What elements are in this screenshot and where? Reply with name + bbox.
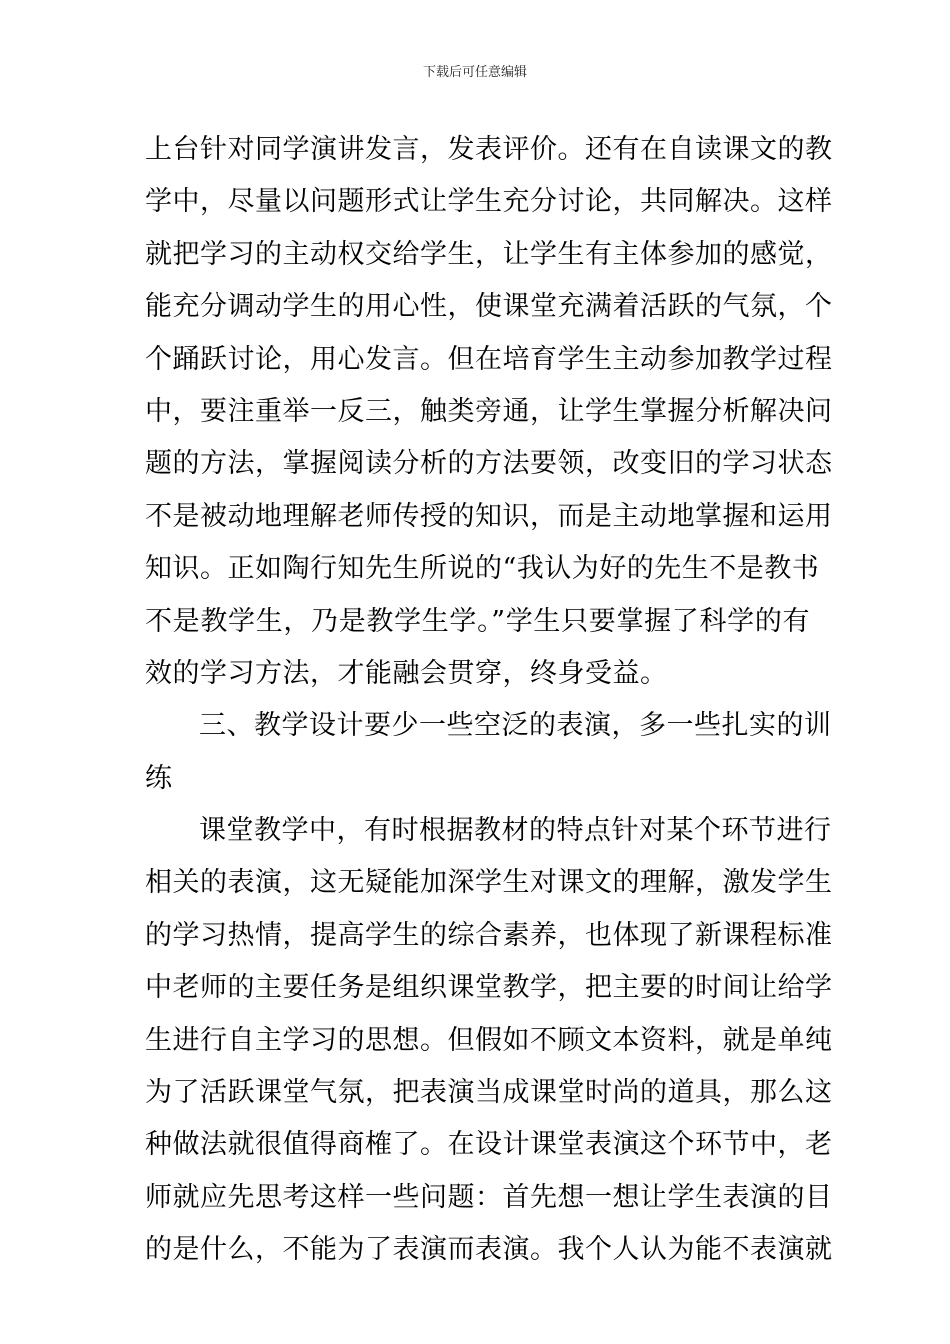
text-line: 能充分调动学生的用心性，使课堂充满着活跃的气氛，个 [145, 291, 833, 323]
page-header: 下载后可任意编辑 [422, 65, 527, 80]
text-line: 师就应先思考这样一些问题：首先想一想让学生表演的目 [145, 1181, 833, 1213]
document-body [145, 124, 833, 1277]
text-line: 中老师的主要任务是组织课堂教学，把主要的时间让给学 [145, 972, 833, 1004]
text-line: 效的学习方法，才能融会贯穿，终身受益。 [145, 657, 668, 689]
text-line: 就把学习的主动权交给学生，让学生有主体参加的感觉， [145, 238, 833, 270]
section-heading-line: 练 [145, 762, 173, 794]
section-heading-line: 三、教学设计要少一些空泛的表演，多一些扎实的训 [199, 710, 832, 742]
text-line: 题的方法，掌握阅读分析的方法要领，改变旧的学习状态 [145, 448, 833, 480]
text-line: 不是教学生，乃是教学生学。”学生只要掌握了科学的有 [145, 605, 810, 637]
text-line: 为了活跃课堂气氛，把表演当成课堂时尚的道具，那么这 [145, 1077, 833, 1109]
text-line: 个踊跃讨论，用心发言。但在培育学生主动参加教学过程 [145, 343, 833, 375]
text-line: 的是什么，不能为了表演而表演。我个人认为能不表演就 [145, 1234, 833, 1266]
text-line: 上台针对同学演讲发言，发表评价。还有在自读课文的教 [145, 134, 833, 165]
text-line: 生进行自主学习的思想。但假如不顾文本资料，就是单纯 [145, 1024, 833, 1056]
text-line: 种做法就很值得商榷了。在设计课堂表演这个环节中，老 [145, 1129, 833, 1161]
text-line: 中，要注重举一反三，触类旁通，让学生掌握分析解决问 [145, 395, 833, 427]
text-line: 知识。正如陶行知先生所说的“我认为好的先生不是教书 [145, 553, 820, 585]
text-line: 课堂教学中，有时根据教材的特点针对某个环节进行 [199, 815, 832, 847]
text-line: 学中，尽量以问题形式让学生充分讨论，共同解决。这样 [145, 186, 833, 218]
text-line: 不是被动地理解老师传授的知识，而是主动地掌握和运用 [145, 500, 833, 532]
text-line: 的学习热情，提高学生的综合素养，也体现了新课程标准 [145, 919, 833, 951]
text-line: 相关的表演，这无疑能加深学生对课文的理解，激发学生 [145, 867, 833, 899]
